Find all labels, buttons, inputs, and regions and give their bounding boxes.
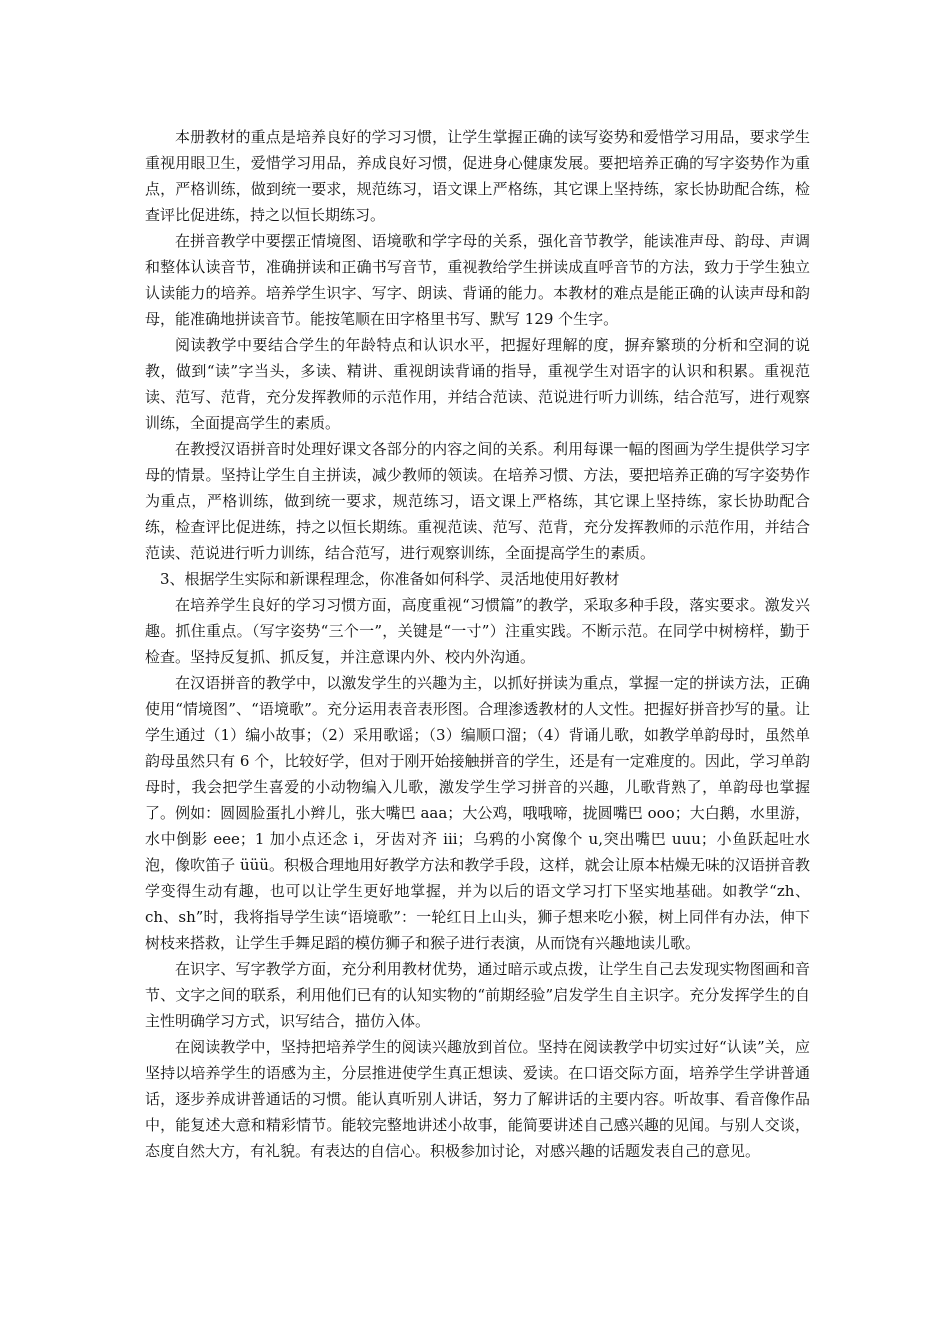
paragraph-reading-interest: 在阅读教学中，坚持把培养学生的阅读兴趣放到首位。坚持在阅读教学中切实过好“认读”关，应坚持以培养学生的语感为主，分层推进使学生真正想读、爱读。在口语交际方面，培养学生学讲普通话，逐步养成讲普通话的习惯。能认真听别人讲话，努力了解讲话的主要内容。听故事、看音像作品中，能复述大意和精彩情节。能较完整地讲述小故事，能简要讲述自己感兴趣的见闻。与别人交谈，态度自然大方，有礼貌。有表达的自信心。积极参加讨论，对感兴趣的话题发表自己的意见。	[145, 1038, 810, 1160]
paragraph-study-habits: 在培养学生良好的学习习惯方面，高度重视“习惯篇”的教学，采取多种手段，落实要求。激发兴趣。抓住重点。（写字姿势“三个一”，关键是“一寸”）注重实践。不断示范。在同学中树榜样，勤于检查。坚持反复抓、抓反复，并注意课内外、校内外沟通。	[145, 596, 810, 666]
document-body	[145, 124, 810, 1164]
paragraph-pinyin-teaching: 在拼音教学中要摆正情境图、语境歌和学字母的关系，强化音节教学，能读准声母、韵母、声调和整体认读音节，准确拼读和正确书写音节，重视教给学生拼读成直呼音节的方法，致力于学生独立认读能力的培养。培养学生识字、写字、朗读、背诵的能力。本教材的难点是能正确的认读声母和韵母，能准确地拼读音节。能按笔顺在田字格里书写、默写 129 个生字。	[145, 232, 810, 328]
section-heading: 3、根据学生实际和新课程理念，你准备如何科学、灵活地使用好教材	[160, 570, 620, 588]
paragraph-literacy-writing: 在识字、写字教学方面，充分利用教材优势，通过暗示或点拨，让学生自己去发现实物图画和音节、文字之间的联系，利用他们已有的认知实物的“前期经验”启发学生自主识字。充分发挥学生的自主性明确学习方式，识写结合，描仿入体。	[145, 960, 810, 1030]
paragraph-writing-habits: 本册教材的重点是培养良好的学习习惯，让学生掌握正确的读写姿势和爱惜学习用品，要求学生重视用眼卫生，爱惜学习用品，养成良好习惯，促进身心健康发展。要把培养正确的写字姿势作为重点，严格训练，做到统一要求，规范练习，语文课上严格练，其它课上坚持练，家长协助配合练，检查评比促进练，持之以恒长期练习。	[145, 128, 810, 224]
paragraph-reading-teaching: 阅读教学中要结合学生的年龄特点和认识水平，把握好理解的度，摒弃繁琐的分析和空洞的说教，做到“读”字当头，多读、精讲、重视朗读背诵的指导，重视学生对语字的认识和积累。重视范读、范写、范背，充分发挥教师的示范作用，并结合范读、范说进行听力训练，结合范写，进行观察训练，全面提高学生的素质。	[145, 336, 810, 432]
paragraph-pinyin-relations: 在教授汉语拼音时处理好课文各部分的内容之间的关系。利用每课一幅的图画为学生提供学习字母的情景。坚持让学生自主拼读，减少教师的领读。在培养习惯、方法，要把培养正确的写字姿势作为重点，严格训练，做到统一要求，规范练习，语文课上严格练，其它课上坚持练，家长协助配合练，检查评比促进练，持之以恒长期练。重视范读、范写、范背，充分发挥教师的示范作用，并结合范读、范说进行听力训练，结合范写，进行观察训练，全面提高学生的素质。	[145, 440, 810, 562]
paragraph-pinyin-interest: 在汉语拼音的教学中，以激发学生的兴趣为主，以抓好拼读为重点，掌握一定的拼读方法，正确使用“情境图”、“语境歌”。充分运用表音表形图。合理渗透教材的人文性。把握好拼音抄写的量。让学生通过（1）编小故事；（2）采用歌谣；（3）编顺口溜；（4）背诵儿歌，如教学单韵母时，虽然单韵母虽然只有 6 个，比较好学，但对于刚开始接触拼音的学生，还是有一定难度的。因此，学习单韵母时，我会把学生喜爱的小动物编入儿歌，激发学生学习拼音的兴趣，儿歌背熟了，单韵母也掌握了。例如：圆圆脸蛋扎小辫儿，张大嘴巴 aaa；大公鸡，哦哦啼，拢圆嘴巴 ooo；大白鹅，水里游，水中倒影 eee；1 加小点还念 i，牙齿对齐 iii；乌鸦的小窝像个 u,突出嘴巴 uuu；小鱼跃起吐水泡，像吹笛子 üüü。积极合理地用好教学方法和教学手段，这样，就会让原本枯燥无味的汉语拼音教学变得生动有趣，也可以让学生更好地掌握，并为以后的语文学习打下坚实地基础。如教学“zh、ch、sh”时，我将指导学生读“语境歌”：一轮红日上山头，狮子想来吃小猴，树上同伴有办法，伸下树枝来搭救，让学生手舞足蹈的模仿狮子和猴子进行表演，从而饶有兴趣地读儿歌。	[145, 674, 810, 952]
